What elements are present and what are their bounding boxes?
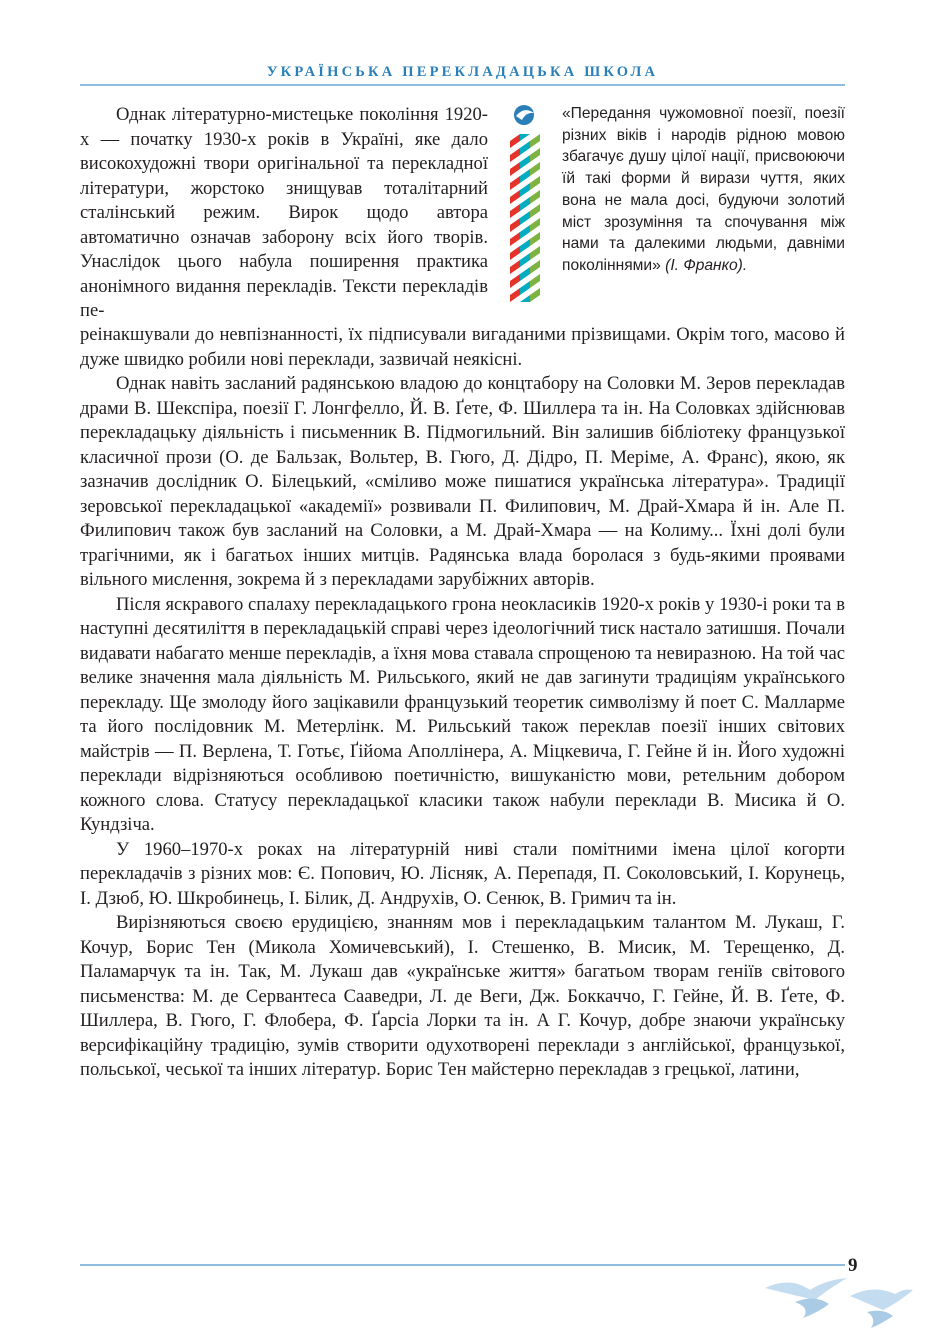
strip-triangle: [510, 239, 520, 246]
strip-triangle: [530, 253, 540, 260]
strip-triangle: [510, 295, 520, 302]
strip-triangle: [520, 155, 530, 162]
sidebar-quote: [562, 103, 845, 277]
strip-triangle: [510, 218, 520, 225]
strip-triangle: [530, 148, 540, 155]
footer-rule: [80, 1264, 845, 1266]
strip-triangle: [530, 225, 540, 232]
strip-triangle: [530, 155, 540, 162]
strip-triangle: [530, 204, 540, 211]
strip-triangle: [510, 169, 520, 176]
strip-triangle: [530, 197, 540, 204]
paragraph: Однак навіть засланий радянською владою до концтабору на Соловки М. Зеров перекладав драми В. Шекспіра, поезії Г. Лонгфелло, Й. В. Ґете, Ф. Шиллера та ін. На Соловках здійснював перекладацьку діяльність і письменник В. Підмогильний. Він залишив бібліотеку французької класичної прози (О. де Бальзак, Вольтер, В. Гюго, Д. Дідро, П. Меріме, А. Франс), якою, як зазначив дослідник О. Білецький, «сміливо може пишатися українська література». Традиції зеровської перекладацької «академії» розвивали П. Филипович, М. Драй-Хмара й ін. Але П. Филипович також був засланий на Соловки, а М. Драй-Хмара — на Колиму... Їхні долі були трагічними, як і багатьох інших митців. Радянська влада боролася з будь-якими проявами вільного мислення, зокрема й з перекладами зарубіжних авторів.: [80, 373, 845, 590]
strip-triangle: [510, 190, 520, 197]
strip-triangle: [530, 246, 540, 253]
strip-triangle: [510, 134, 520, 141]
paragraph: Після яскравого спалаху перекладацького грона неокласиків 1920-х років у 1930-і роки та в наступні десятиліття в перекладацькій справі через ідеологічний тиск настало затишшя. Почали видавати набагато менше перекладів, а їхня мова ставала спрощеною та невиразною. На той час велике значення мала діяльність М. Рильського, який не дав загинути традиціям українського перекладу. Ще змолоду його зацікавили французький теоретик символізму й поет С. Малларме та його послідовник М. Метерлінк. М. Рильський також переклав поезії інших світових майстрів — П. Верлена, Т. Готьє, Ґійома Аполлінера, А. Міцкевича, Г. Гейне й ін. Його художні переклади відрізняються особливою поетичністю, вишуканістю мови, ретельним добором кожного слова. Статусу перекладацької класики також набули переклади В. Мисика й О. Кундзіча.: [80, 593, 845, 835]
strip-triangle: [510, 288, 520, 295]
strip-triangle: [510, 260, 520, 267]
strip-triangle: [530, 183, 540, 190]
flying-birds-icon: [755, 1268, 915, 1333]
strip-triangle: [510, 211, 520, 218]
strip-triangle: [520, 274, 530, 281]
strip-triangle: [530, 267, 540, 274]
page-number: 9: [848, 1255, 858, 1276]
strip-triangle: [510, 281, 520, 288]
strip-triangle: [510, 183, 520, 190]
strip-triangle: [520, 253, 530, 260]
triangle-pattern-strip: [510, 110, 540, 305]
strip-triangle: [520, 267, 530, 274]
strip-triangle: [510, 246, 520, 253]
strip-triangle: [530, 141, 540, 148]
paragraph: У 1960–1970-х роках на літературній ниві стали помітними імена цілої когорти перекладачів з різних мов: Є. Попович, Ю. Лісняк, А. Перепадя, П. Соколовський, І. Корунець, І. Дзюб, Ю. Шкробинець, І. Білик, Д. Андрухів, О. Сенюк, В. Гримич та ін.: [80, 838, 845, 909]
strip-triangle: [520, 169, 530, 176]
strip-triangle: [520, 239, 530, 246]
quote-text: «Передання чужомовної поезії, поезії різних віків і народів рідною мовою збагачує душу цілої нації, присвоюючи їй такі форми й вирази чуття, яких вона не мала досі, будуючи золотий міст зрозуміння та спочування між нами та далекими людьми, давніми поколіннями»: [562, 105, 845, 274]
strip-triangle: [510, 204, 520, 211]
strip-triangle: [520, 218, 530, 225]
strip-triangle: [520, 211, 530, 218]
strip-triangle: [520, 190, 530, 197]
strip-triangle: [530, 239, 540, 246]
strip-triangle: [510, 197, 520, 204]
strip-triangle: [520, 162, 530, 169]
paragraph: реінакшували до невпізнанності, їх підписували вигаданими прізвищами. Окрім того, масово й дуже швидко робили нові переклади, зазвичай неякісні.: [80, 324, 845, 370]
strip-triangle: [510, 267, 520, 274]
strip-triangle: [520, 288, 530, 295]
strip-triangle: [520, 183, 530, 190]
strip-triangle: [520, 141, 530, 148]
strip-triangle: [520, 197, 530, 204]
strip-triangle: [520, 260, 530, 267]
strip-triangle: [530, 169, 540, 176]
strip-triangle: [510, 225, 520, 232]
strip-triangle: [510, 232, 520, 239]
strip-triangle: [510, 162, 520, 169]
strip-triangle: [510, 176, 520, 183]
strip-triangle: [510, 274, 520, 281]
strip-triangle: [530, 274, 540, 281]
strip-triangle: [520, 204, 530, 211]
strip-triangle: [530, 162, 540, 169]
strip-triangle: [510, 141, 520, 148]
header-rule: [80, 84, 845, 86]
strip-triangle: [510, 155, 520, 162]
strip-triangle: [520, 225, 530, 232]
strip-triangle: [530, 295, 540, 302]
quote-author: (І. Франко).: [665, 256, 748, 274]
paragraph: Вирізняються своєю ерудицією, знанням мов і перекладацьким талантом М. Лукаш, Г. Кочур, Борис Тен (Микола Хомичевський), І. Стешенко, В. Мисик, М. Терещенко, Д. Паламарчук та ін. Так, М. Лукаш дав «українське життя» багатьом творам геніїв світового письменства: М. де Сервантеса Сааведри, Л. де Веги, Дж. Боккаччо, Г. Гейне, Й. В. Ґете, Ф. Шиллера, В. Гюго, Г. Флобера, Ф. Ґарсіа Лорки та ін. А Г. Кочур, добре знаючи українську версифікаційну традицію, зумів створити одухотворені переклади з англійської, французької, польської, чеської та інших літератур. Борис Тен майстерно перекладав з грецької, латини,: [80, 912, 845, 1080]
strip-triangle: [520, 148, 530, 155]
strip-triangle: [530, 218, 540, 225]
strip-triangle: [530, 260, 540, 267]
strip-triangle: [530, 211, 540, 218]
bird-quote-icon: [510, 104, 540, 126]
strip-triangle: [530, 288, 540, 295]
strip-triangle: [520, 281, 530, 288]
strip-triangle: [510, 253, 520, 260]
strip-triangle: [530, 232, 540, 239]
strip-triangle: [510, 148, 520, 155]
strip-triangle: [530, 190, 540, 197]
intro-paragraph: Однак літературно-мистецьке покоління 1920-х — початку 1930-х років в Україні, яке дало високохудожні твори оригінальної та перекладної літератури, жорстоко знищував тоталітарний сталінський режим. Вирок щодо автора автоматично означав заборону всіх його творів. Унаслідок цього набула поширення практика анонімного видання перекладів. Тексти перекладів пе-: [80, 104, 488, 321]
strip-triangle: [530, 281, 540, 288]
main-text: [80, 323, 845, 1083]
strip-triangle: [530, 176, 540, 183]
strip-triangle: [520, 176, 530, 183]
strip-triangle: [520, 246, 530, 253]
strip-triangle: [520, 295, 530, 302]
strip-triangle: [520, 232, 530, 239]
strip-triangle: [530, 134, 540, 141]
running-header: УКРАЇНСЬКА ПЕРЕКЛАДАЦЬКА ШКОЛА: [266, 64, 659, 80]
strip-triangle: [520, 134, 530, 141]
